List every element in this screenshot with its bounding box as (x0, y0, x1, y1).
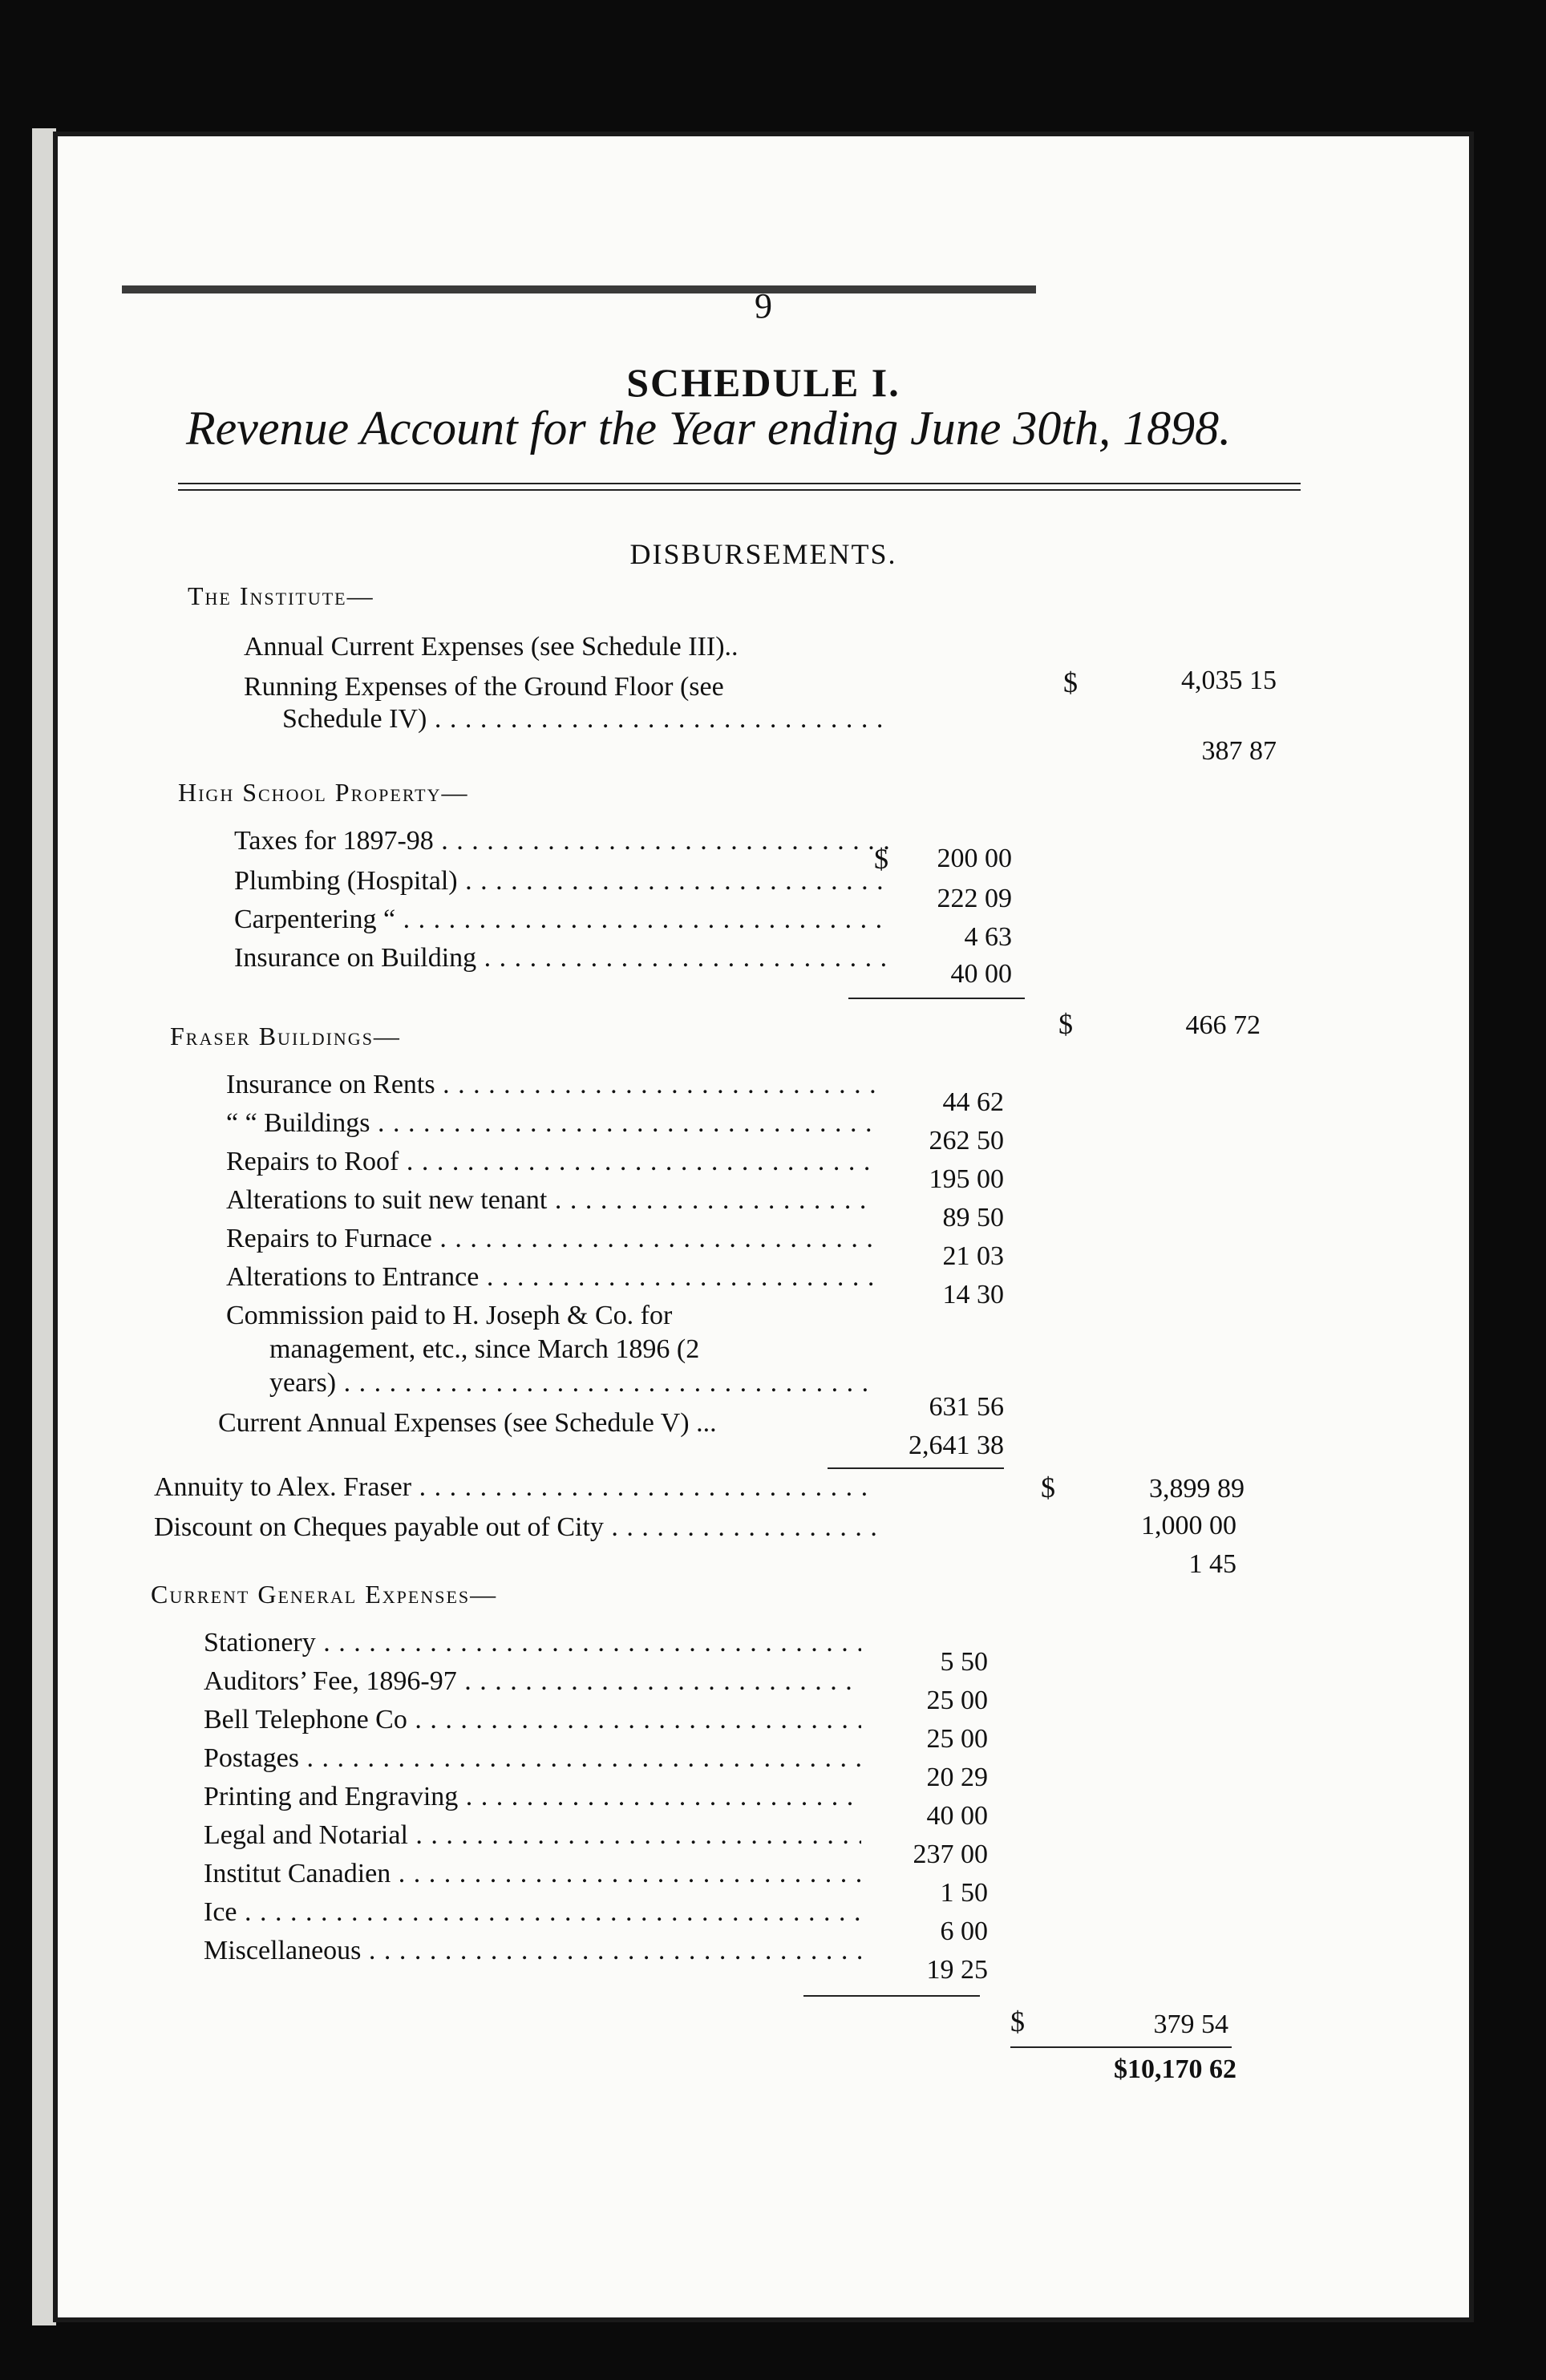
subtotal-rule (848, 998, 1025, 999)
fraser-item-amount: 44 62 (942, 1087, 1004, 1117)
fraser-item-amount: 14 30 (942, 1280, 1004, 1309)
page-content (58, 136, 1469, 2317)
general-item-amount: 19 25 (926, 1955, 988, 1985)
fraser-item-amount: 89 50 (942, 1203, 1004, 1232)
fraser-item-label: management, etc., since March 1896 (2 (269, 1334, 700, 1364)
high-school-total: 466 72 (1185, 1010, 1261, 1040)
institute-item-label: Running Expenses of the Ground Floor (see (244, 672, 724, 702)
general-item-amount: 20 29 (926, 1763, 988, 1792)
fraser-item-amount: 195 00 (929, 1164, 1004, 1194)
high-school-item-amount: 4 63 (964, 922, 1012, 952)
fraser-total: 3,899 89 (1149, 1474, 1244, 1504)
fraser-item-label: Commission paid to H. Joseph & Co. for (226, 1301, 673, 1330)
high-school-item-label: Plumbing (Hospital) . . . (234, 866, 892, 897)
section-title-high-school: High School Property— (178, 778, 469, 807)
general-item-amount: 6 00 (940, 1917, 988, 1946)
document-page (58, 136, 1469, 2317)
fraser-item-amount: 21 03 (942, 1241, 1004, 1271)
fraser-item-amount: 631 56 (929, 1392, 1004, 1422)
high-school-item-label: Insurance on Building . . . (234, 943, 892, 973)
general-item-label: Institut Canadien . . . (204, 1859, 861, 1889)
fraser-item-amount: 2,641 38 (909, 1431, 1004, 1460)
general-item-label: Miscellaneous . . . (204, 1936, 861, 1966)
fraser-item-label: “ “ Buildings . . . (226, 1108, 876, 1139)
fraser-item-label: Current Annual Expenses (see Schedule V) ... (218, 1408, 717, 1438)
schedule-heading: SCHEDULE I. (626, 360, 900, 405)
discount-amount: 1 45 (1188, 1549, 1236, 1579)
institute-item-amount: 4,035 15 (1181, 666, 1277, 695)
fraser-item-label: Insurance on Rents . . . (226, 1070, 876, 1100)
annuity-amount: 1,000 00 (1141, 1511, 1236, 1540)
section-title-general-expenses: Current General Expenses— (151, 1580, 498, 1609)
subtotal-rule (803, 1995, 980, 1997)
grand-total: $10,170 62 (1114, 2054, 1236, 2084)
institute-item-label: Schedule IV) . . . (282, 704, 892, 735)
general-item-amount: 25 00 (926, 1686, 988, 1715)
general-item-label: Stationery . . . (204, 1628, 861, 1658)
general-total-currency: $ (1010, 2006, 1025, 2038)
institute-item-label: Annual Current Expenses (see Schedule III).. (244, 632, 739, 662)
institute-item-amount: 387 87 (1201, 736, 1277, 766)
general-item-label: Ice . . . (204, 1897, 861, 1928)
fraser-item-label: Repairs to Roof . . . (226, 1147, 876, 1177)
fraser-item-label: Alterations to suit new tenant . . . (226, 1185, 876, 1216)
high-school-item-amount: 222 09 (937, 884, 1012, 913)
page-number: 9 (755, 286, 772, 326)
general-item-label: Legal and Notarial . . . (204, 1820, 861, 1851)
high-school-item-amount: 40 00 (950, 959, 1012, 989)
revenue-account-subtitle: Revenue Account for the Year ending June 30th, 1898. (186, 402, 1232, 455)
section-title-fraser-buildings: Fraser Buildings— (170, 1022, 401, 1050)
high-school-total-currency: $ (1058, 1008, 1073, 1040)
high-school-item-amount: 200 00 (937, 844, 1012, 873)
fraser-total-currency: $ (1041, 1471, 1055, 1504)
annuity-label: Annuity to Alex. Fraser . . . (154, 1472, 876, 1503)
general-total: 379 54 (1153, 2010, 1228, 2039)
fraser-item-label: Repairs to Furnace . . . (226, 1224, 876, 1254)
fraser-item-label: Alterations to Entrance . . . (226, 1262, 876, 1293)
grand-total-rule (1010, 2046, 1232, 2048)
high-school-item-label: Carpentering “ . . . (234, 905, 892, 935)
subtotal-rule (828, 1467, 1004, 1469)
general-item-amount: 5 50 (940, 1647, 988, 1677)
general-item-label: Printing and Engraving . . . (204, 1782, 861, 1812)
title-rule-top (178, 483, 1301, 484)
disbursements-heading: DISBURSEMENTS. (629, 538, 897, 570)
high-school-currency: $ (874, 843, 888, 875)
section-title-institute: The Institute— (188, 581, 374, 610)
general-item-amount: 1 50 (940, 1878, 988, 1908)
general-item-amount: 237 00 (913, 1840, 988, 1869)
general-item-amount: 40 00 (926, 1801, 988, 1831)
fraser-item-label: years) . . . (269, 1368, 876, 1398)
institute-currency: $ (1063, 666, 1078, 698)
general-item-label: Auditors’ Fee, 1896-97 . . . (204, 1666, 861, 1697)
general-item-amount: 25 00 (926, 1724, 988, 1754)
general-item-label: Bell Telephone Co . . . (204, 1705, 861, 1735)
fraser-item-amount: 262 50 (929, 1126, 1004, 1156)
book-spine (32, 128, 56, 2325)
title-rule-bottom (178, 489, 1301, 491)
high-school-item-label: Taxes for 1897-98 . . . (234, 826, 892, 856)
general-item-label: Postages . . . (204, 1743, 861, 1774)
discount-label: Discount on Cheques payable out of City . . . (154, 1512, 876, 1543)
